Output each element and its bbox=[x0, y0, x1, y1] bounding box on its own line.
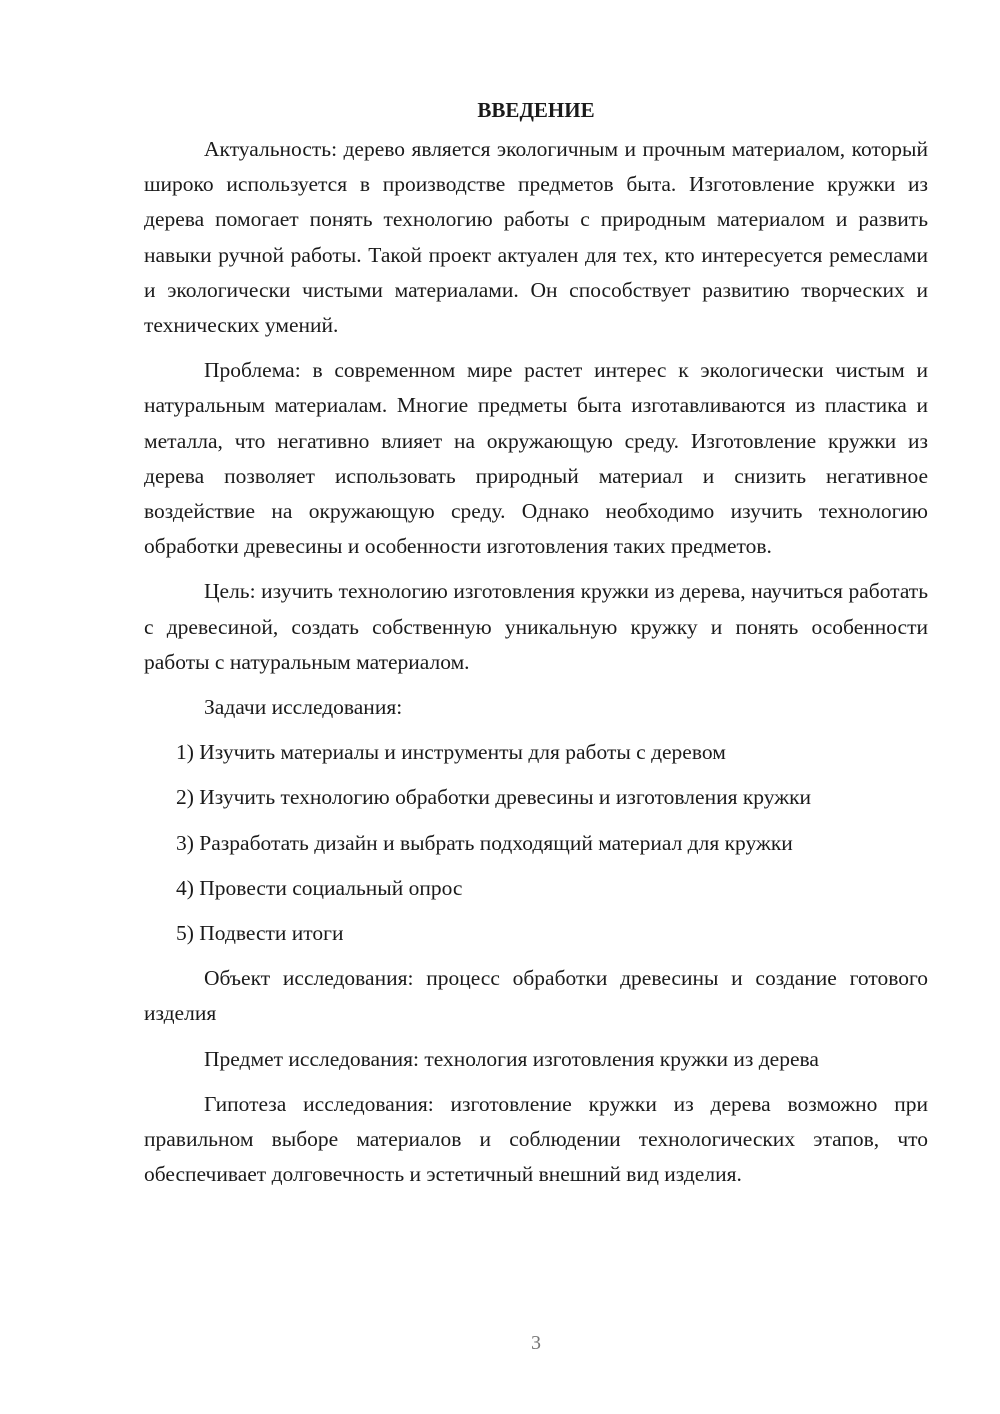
section-title: ВВЕДЕНИЕ bbox=[477, 98, 595, 122]
task-item-4: 4) Провести социальный опрос bbox=[176, 875, 463, 900]
problem-paragraph: Проблема: в современном мире растет интерес к экологически чистым и натуральным материалам. Многие предметы быта изготавливаются из пластика и металла, что негативно влияет на окружающую среду. Изготовление кружки из дерева позволяет использовать природный материал и снизить негативное воздействие на окружающую среду. Однако необходимо изучить технологию обработки древесины и особенности изготовления таких предметов. bbox=[144, 358, 928, 559]
document-page bbox=[144, 92, 928, 1202]
subject-paragraph: Предмет исследования: технология изготовления кружки из дерева bbox=[204, 1046, 819, 1071]
tasks-heading: Задачи исследования: bbox=[204, 695, 403, 720]
object-paragraph: Объект исследования: процесс обработки древесины и создание готового изделия bbox=[144, 966, 928, 1026]
page-number: 3 bbox=[531, 1332, 541, 1354]
goal-paragraph: Цель: изучить технологию изготовления кружки из дерева, научиться работать с древесиной, создать собственную уникальную кружку и понять особенности работы с натуральным материалом. bbox=[144, 579, 928, 674]
task-item-1: 1) Изучить материалы и инструменты для работы с деревом bbox=[176, 740, 726, 765]
task-item-3: 3) Разработать дизайн и выбрать подходящий материал для кружки bbox=[176, 830, 793, 855]
task-item-2: 2) Изучить технологию обработки древесины и изготовления кружки bbox=[176, 785, 812, 810]
task-item-5: 5) Подвести итоги bbox=[176, 921, 344, 946]
relevance-paragraph: Актуальность: дерево является экологичным и прочным материалом, который широко используется в производстве предметов быта. Изготовление кружки из дерева помогает понять технологию работы с природным материалом и развить навыки ручной работы. Такой проект актуален для тех, кто интересуется ремеслами и экологически чистыми материалами. Он способствует развитию творческих и технических умений. bbox=[144, 137, 928, 338]
hypothesis-paragraph: Гипотеза исследования: изготовление кружки из дерева возможно при правильном выборе материалов и соблюдении технологических этапов, что обеспечивает долговечность и эстетичный внешний вид изделия. bbox=[144, 1091, 928, 1187]
task-list bbox=[144, 735, 928, 951]
